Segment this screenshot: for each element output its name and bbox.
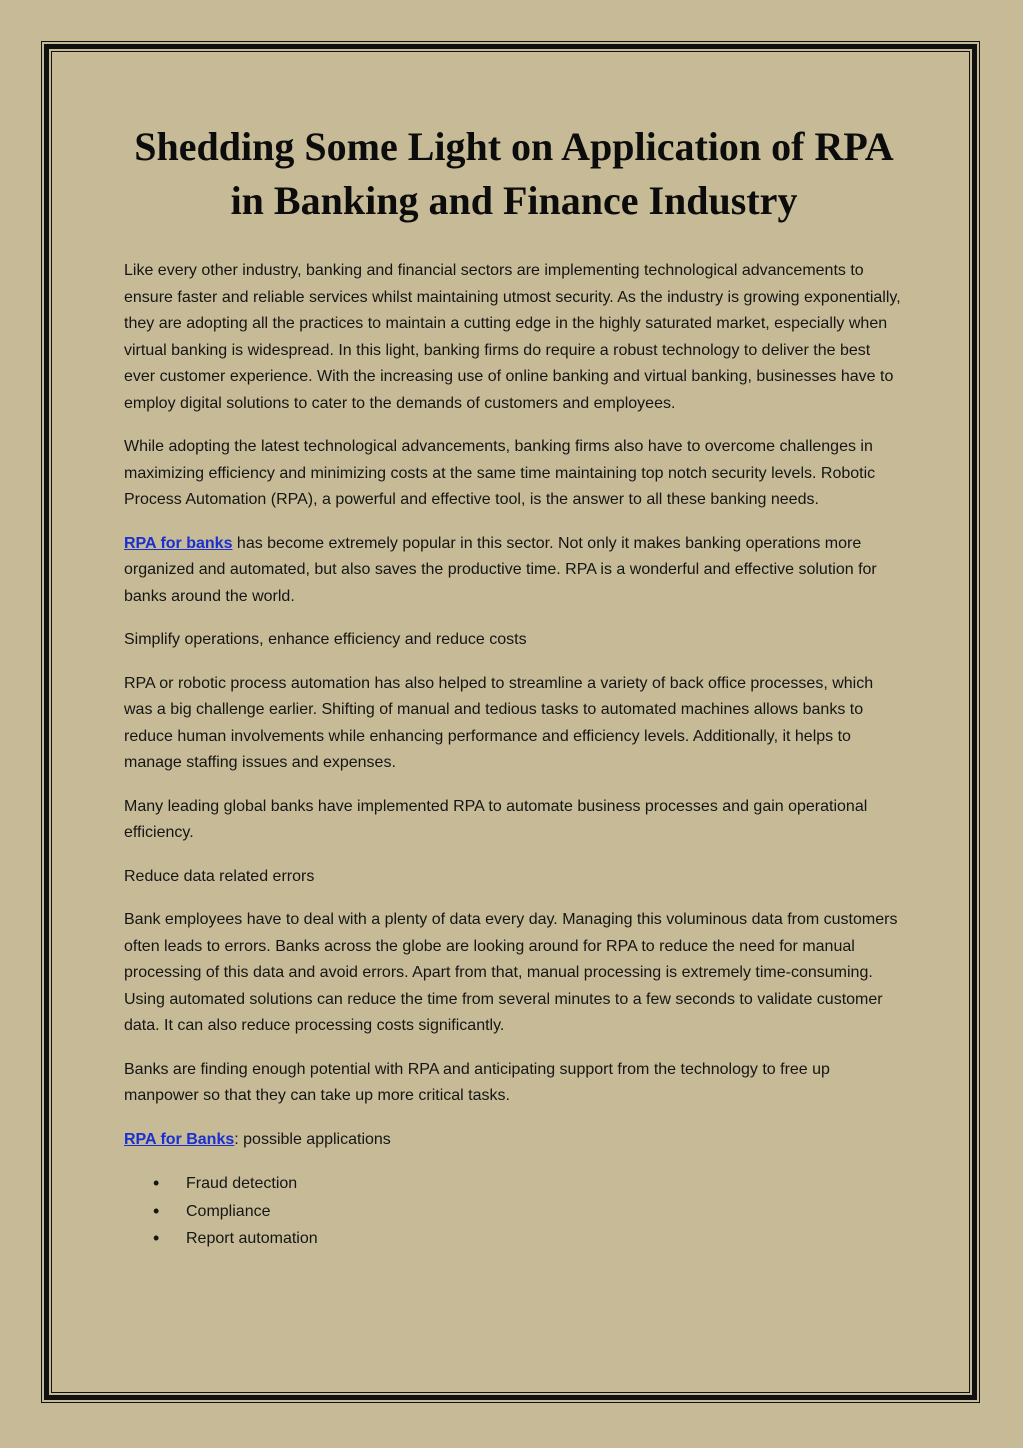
manpower-paragraph: Banks are finding enough potential with RPA and anticipating support from the technology to free up manpower so that they can take up more critical tasks. xyxy=(124,1060,830,1104)
document-title: Shedding Some Light on Application of RPA in Banking and Finance Industry xyxy=(134,124,894,223)
rpa-for-banks-link[interactable]: RPA for banks xyxy=(124,534,233,552)
rpa-popularity-text: has become extremely popular in this sector. Not only it makes banking operations more organized and automated, but also saves the productive time. RPA is a wonderful and effective solution for banks around the world. xyxy=(124,534,877,605)
data-errors-paragraph: Bank employees have to deal with a plenty of data every day. Managing this voluminous data from customers often leads to errors. Banks across the globe are looking around for RPA to reduce the need for manual processing of this data and avoid errors. Apart from that, manual processing is extremely time-consuming. Using automated solutions can reduce the time from several minutes to a few seconds to validate customer data. It can also reduce processing costs significantly. xyxy=(124,911,898,1034)
global-banks-paragraph: Many leading global banks have implemented RPA to automate business processes and gain operational efficiency. xyxy=(124,797,868,841)
intro-paragraph: Like every other industry, banking and financial sectors are implementing technological advancements to ensure faster and reliable services whilst maintaining utmost security. As the industry is growing exponentially, they are adopting all the practices to maintain a cutting edge in the highly saturated market, especially when virtual banking is widespread. In this light, banking firms do require a robust technology to deliver the best ever customer experience. With the increasing use of online banking and virtual banking, businesses have to employ digital solutions to cater to the demands of customers and employees. xyxy=(124,262,901,412)
errors-heading: Reduce data related errors xyxy=(124,867,315,885)
challenges-paragraph: While adopting the latest technological advancements, banking firms also have to overcome challenges in maximizing efficiency and minimizing costs at the same time maintaining top notch security levels. Robotic Process Automation (RPA), a powerful and effective tool, is the answer to all these banking needs. xyxy=(124,438,876,508)
document-body xyxy=(124,120,904,1253)
list-item: • Compliance xyxy=(124,1198,904,1226)
list-item: • Report automation xyxy=(124,1225,904,1253)
applications-list xyxy=(124,1170,904,1253)
rpa-popularity-paragraph xyxy=(124,531,904,611)
simplify-heading: Simplify operations, enhance efficiency and reduce costs xyxy=(124,631,527,648)
back-office-paragraph: RPA or robotic process automation has also helped to streamline a variety of back office processes, which was a big challenge earlier. Shifting of manual and tedious tasks to automated machines allows banks to reduce human involvements while enhancing performance and efficiency levels. Additionally, it helps to manage staffing issues and expenses. xyxy=(124,674,874,771)
list-item: • Fraud detection xyxy=(124,1170,904,1198)
rpa-for-banks-link-2[interactable]: RPA for Banks xyxy=(124,1130,235,1148)
applications-intro-text: : possible applications xyxy=(234,1130,391,1148)
applications-intro xyxy=(124,1127,904,1154)
